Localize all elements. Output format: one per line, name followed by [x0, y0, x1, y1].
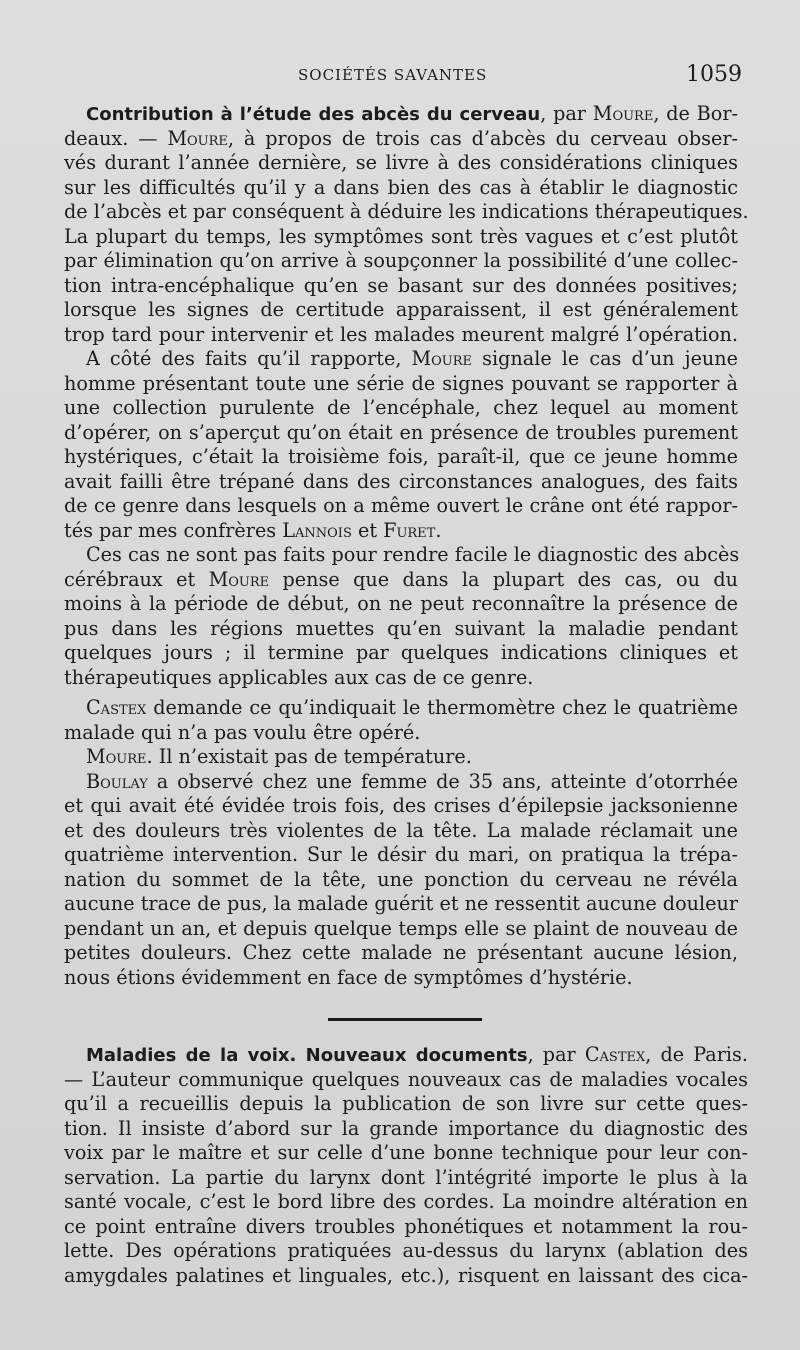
- article-brain-abscess: [64, 102, 749, 990]
- text-line: servation. La partie du larynx dont l’intégrité importe le plus à la: [64, 1165, 748, 1189]
- text-line: amygdales palatines et linguales, etc.), risquent en laissant des cica-: [64, 1263, 748, 1287]
- text-line: quelques jours ; il termine par quelques indications cliniques et: [64, 641, 738, 664]
- text-line: — L’auteur communique quelques nouveaux cas de maladies vocales: [64, 1067, 748, 1091]
- text-line: lette. Des opérations pratiquées au-dessus du larynx (ablation des: [64, 1239, 748, 1262]
- text-line: homme présentant toute une série de signes pouvant se rapporter à: [64, 371, 738, 395]
- text-line: hystériques, c’était la troisième fois, paraît-il, que ce jeune homme: [64, 445, 738, 468]
- page-number: 1059: [686, 62, 742, 87]
- article-voice-diseases: [64, 1043, 748, 1288]
- author-name: Moure: [86, 745, 147, 768]
- text-line: lorsque les signes de certitude apparaissent, il est généralement: [64, 298, 738, 321]
- author-name: Moure: [167, 126, 228, 150]
- text-line: malade qui n’a pas voulu être opéré.: [64, 720, 421, 744]
- running-title: SOCIÉTÉS SAVANTES: [298, 66, 488, 84]
- text-line: Boulay a observé chez une femme de 35 ans, atteinte d’otorrhée: [86, 769, 738, 793]
- text-line: Moure. Il n’existait pas de température.: [86, 745, 472, 768]
- text-line: tés par mes confrères Lannois et Furet.: [64, 518, 442, 542]
- text-line: par élimination qu’on arrive à soupçonner la possibilité d’une collec-: [64, 249, 738, 272]
- author-name: Lannois: [282, 518, 352, 542]
- text-line: Contribution à l’étude des abcès du cerveau, par Moure, de Bor-: [86, 102, 738, 125]
- section-divider: [328, 1018, 482, 1021]
- text-line: deaux. — Moure, à propos de trois cas d’abcès du cerveau obser-: [64, 126, 738, 150]
- author-name: Moure: [208, 567, 270, 591]
- text-line: nation du sommet de la tête, une ponction du cerveau ne révéla: [64, 867, 738, 891]
- text-line: de l’abcès et par conséquent à déduire les indications thérapeutiques.: [64, 200, 749, 223]
- author-name: Moure: [411, 347, 473, 370]
- text-line: pus dans les régions muettes qu’en suivant la maladie pendant: [64, 616, 738, 640]
- text-line: quatrième intervention. Sur le désir du mari, on pratiqua la trépa-: [64, 843, 738, 866]
- text-line: tion. Il insiste d’abord sur la grande importance du diagnostic des: [64, 1116, 748, 1140]
- text-line: nous étions évidemment en face de symptômes d’hystérie.: [64, 965, 633, 989]
- author-name: Boulay: [86, 769, 148, 793]
- text-line: avait failli être trépané dans des circonstances analogues, des faits: [64, 469, 738, 493]
- text-line: qu’il a recueillis depuis la publication de son livre sur cette ques-: [64, 1092, 748, 1115]
- text-line: vés durant l’année dernière, se livre à des considérations cliniques: [64, 151, 738, 174]
- text-line: d’opérer, on s’aperçut qu’on était en présence de troubles purement: [64, 420, 738, 444]
- text-line: aucune trace de pus, la malade guérit et ne ressentit aucune douleur: [64, 892, 738, 915]
- author-name: Furet: [383, 518, 436, 542]
- text-line: thérapeutiques applicables aux cas de ce genre.: [64, 665, 534, 689]
- article-title: Contribution à l’étude des abcès du cerveau: [86, 104, 541, 125]
- text-line: sur les difficultés qu’il y a dans bien des cas à établir le diagnostic: [64, 175, 738, 199]
- text-line: une collection purulente de l’encéphale, chez lequel au moment: [64, 396, 738, 419]
- text-line: Ces cas ne sont pas faits pour rendre facile le diagnostic des abcès: [86, 543, 740, 566]
- text-line: moins à la période de début, on ne peut reconnaître la présence de: [64, 592, 738, 615]
- text-line: La plupart du temps, les symptômes sont très vagues et c’est plutôt: [64, 224, 738, 248]
- author-name: Castex: [584, 1043, 646, 1066]
- text-line: A côté des faits qu’il rapporte, Moure signale le cas d’un jeune: [86, 347, 738, 370]
- author-name: Moure: [592, 102, 654, 125]
- text-line: Maladies de la voix. Nouveaux documents, par Castex, de Paris.: [86, 1043, 748, 1066]
- text-line: petites douleurs. Chez cette malade ne présentant aucune lésion,: [64, 941, 738, 964]
- author-name: Castex: [86, 696, 147, 719]
- text-line: Castex demande ce qu’indiquait le thermomètre chez le quatrième: [86, 696, 738, 719]
- text-line: et qui avait été évidée trois fois, des crises d’épilepsie jacksonienne: [64, 794, 738, 817]
- page-header: [0, 60, 800, 94]
- text-line: et des douleurs très violentes de la tête. La malade réclamait une: [64, 818, 738, 842]
- text-line: cérébraux et Moure pense que dans la plupart des cas, ou du: [64, 567, 738, 591]
- text-line: ce point entraîne divers troubles phonétiques et notamment la rou-: [64, 1214, 748, 1238]
- article-title: Maladies de la voix. Nouveaux documents: [86, 1045, 528, 1066]
- text-line: voix par le maître et sur celle d’une bonne technique pour leur con-: [64, 1141, 748, 1164]
- text-line: tion intra-encéphalique qu’en se basant sur des données positives;: [64, 273, 738, 297]
- text-line: de ce genre dans lesquels on a même ouvert le crâne ont été rappor-: [64, 494, 738, 517]
- text-line: trop tard pour intervenir et les malades meurent malgré l’opération.: [64, 322, 738, 346]
- text-line: pendant un an, et depuis quelque temps elle se plaint de nouveau de: [64, 916, 738, 940]
- text-line: santé vocale, c’est le bord libre des cordes. La moindre altération en: [64, 1190, 748, 1213]
